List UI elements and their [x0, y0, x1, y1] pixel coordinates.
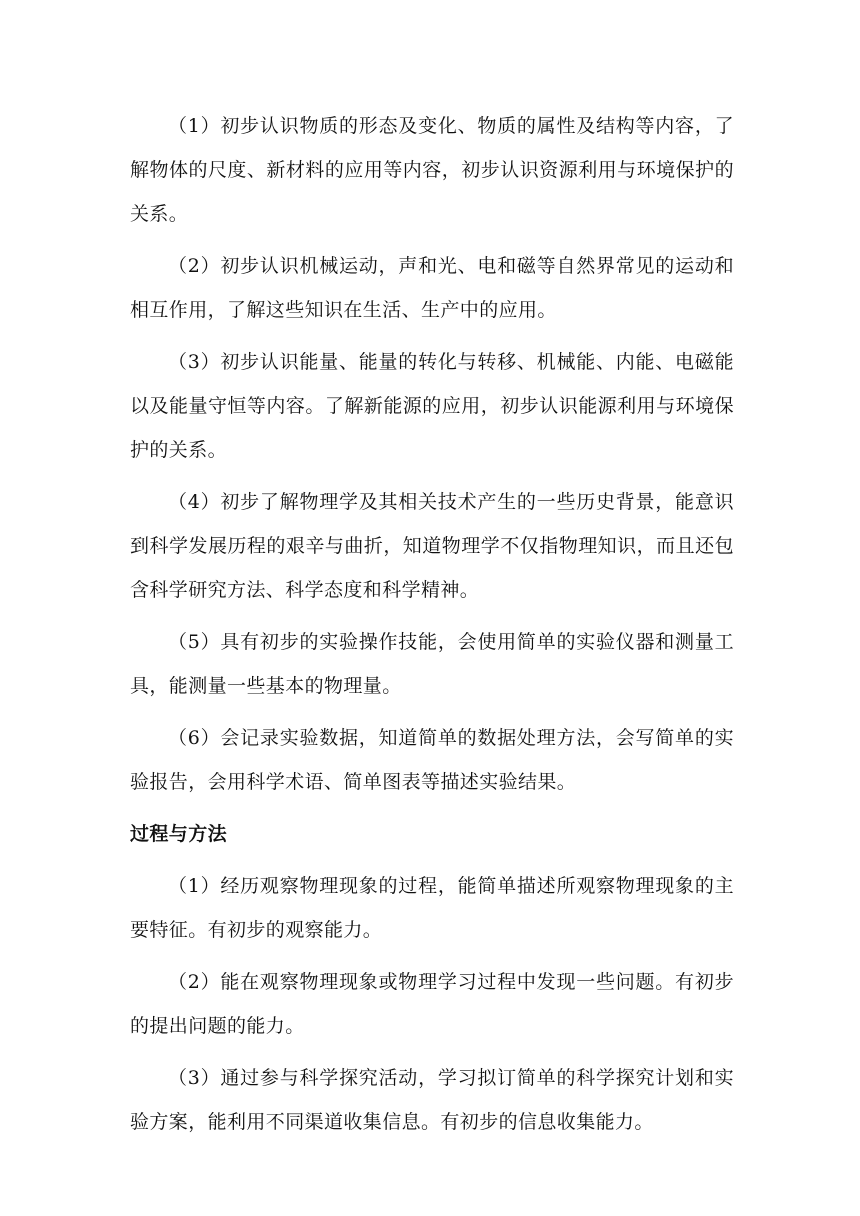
- paragraph-process-1: （1）经历观察物理现象的过程，能简单描述所观察物理现象的主要特征。有初步的观察能力。: [130, 875, 734, 941]
- paragraph-knowledge-4: （4）初步了解物理学及其相关技术产生的一些历史背景，能意识到科学发展历程的艰辛与曲折，知道物理学不仅指物理知识，而且还包含科学研究方法、科学态度和科学精神。: [130, 491, 734, 601]
- section-heading-process: 过程与方法: [130, 823, 228, 845]
- document-page: [130, 104, 734, 1152]
- paragraph-knowledge-6: （6）会记录实验数据，知道简单的数据处理方法，会写简单的实验报告，会用科学术语、简单图表等描述实验结果。: [130, 727, 734, 793]
- paragraph-knowledge-1: （1）初步认识物质的形态及变化、物质的属性及结构等内容，了解物体的尺度、新材料的应用等内容，初步认识资源利用与环境保护的关系。: [130, 115, 734, 225]
- paragraph-knowledge-5: （5）具有初步的实验操作技能，会使用简单的实验仪器和测量工具，能测量一些基本的物理量。: [130, 631, 734, 697]
- paragraph-process-2: （2）能在观察物理现象或物理学习过程中发现一些问题。有初步的提出问题的能力。: [130, 971, 734, 1037]
- paragraph-knowledge-3: （3）初步认识能量、能量的转化与转移、机械能、内能、电磁能以及能量守恒等内容。了解新能源的应用，初步认识能源利用与环境保护的关系。: [130, 351, 734, 461]
- paragraph-knowledge-2: （2）初步认识机械运动，声和光、电和磁等自然界常见的运动和相互作用，了解这些知识在生活、生产中的应用。: [130, 255, 734, 321]
- paragraph-process-3: （3）通过参与科学探究活动，学习拟订简单的科学探究计划和实验方案，能利用不同渠道收集信息。有初步的信息收集能力。: [130, 1067, 734, 1133]
